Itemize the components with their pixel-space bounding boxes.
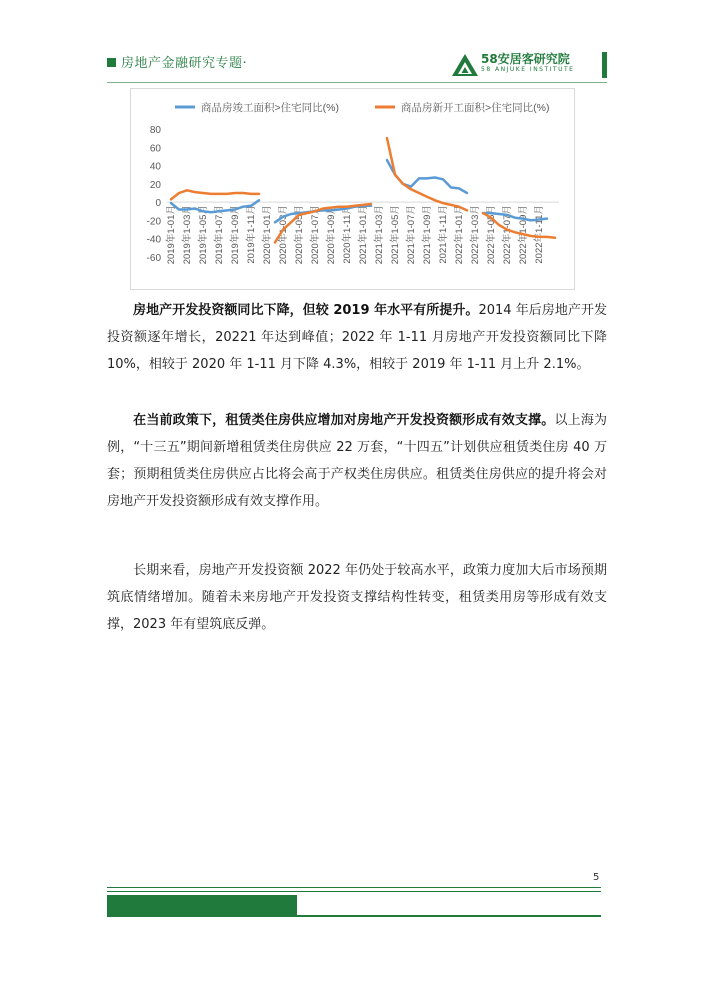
line-chart	[130, 88, 575, 290]
x-tick-label: 2019年1-03月	[182, 205, 193, 265]
page-number: 5	[593, 872, 600, 883]
x-tick-label: 2020年1-07月	[310, 205, 321, 265]
footer-line	[107, 891, 601, 892]
x-tick-label: 2022年1-03月	[470, 205, 481, 265]
x-tick-label: 2019年1-07月	[214, 205, 225, 265]
logo-text: 58安居客研究院	[481, 52, 570, 66]
chart-canvas	[131, 89, 574, 289]
header-accent-bar	[602, 52, 607, 78]
logo	[451, 50, 581, 80]
x-tick-label: 2022年1-09月	[518, 205, 529, 265]
header-divider	[107, 82, 607, 83]
page-header	[107, 50, 607, 80]
paragraph-heading: 房地产开发投资额同比下降，但较 2019 年水平有所提升。	[133, 303, 479, 318]
y-tick-label: 40	[149, 161, 161, 173]
paragraph-rental	[107, 407, 607, 515]
series-line	[387, 138, 467, 210]
x-tick-label: 2020年1-03月	[278, 205, 289, 265]
header-square-icon	[107, 58, 116, 67]
logo-triangle-icon	[451, 52, 479, 78]
y-tick-label: -40	[146, 234, 161, 246]
series-line	[387, 160, 467, 193]
x-tick-label: 2020年1-11月	[342, 205, 353, 264]
x-tick-label: 2020年1-01月	[262, 205, 273, 265]
x-tick-label: 2019年1-05月	[198, 205, 209, 265]
x-tick-label: 2019年1-09月	[230, 205, 241, 265]
y-tick-label: 80	[149, 125, 161, 136]
y-tick-label: 20	[149, 179, 161, 191]
x-tick-label: 2021年1-05月	[390, 205, 401, 265]
x-tick-label: 2021年1-03月	[374, 205, 385, 265]
paragraph-investment	[107, 297, 607, 378]
x-tick-label: 2019年1-01月	[166, 205, 177, 265]
x-tick-label: 2022年1-07月	[502, 205, 513, 265]
paragraph-heading: 在当前政策下，租赁类住房供应增加对房地产开发投资额形成有效支撑。	[133, 413, 555, 428]
footer-line	[107, 887, 601, 888]
footer-accent-bar	[107, 895, 297, 917]
header-title: 房地产金融研究专题·	[121, 56, 248, 71]
series-line	[275, 204, 371, 242]
y-tick-label: -20	[146, 216, 161, 228]
x-tick-label: 2021年1-07月	[406, 205, 417, 265]
footer-base-line	[297, 915, 601, 917]
legend-label: 商品房竣工面积>住宅同比(%)	[201, 102, 339, 114]
x-tick-label: 2022年1-05月	[486, 205, 497, 265]
paragraph-text: 以上海为例，“十三五”期间新增租赁类住房供应 22 万套，“十四五”计划供应租赁类住房 40 万套；预期租赁类住房供应占比将会高于产权类住房供应。租赁类住房供应的提升将会对房地产开发投资额形成有效支撑作用。	[107, 413, 607, 509]
x-tick-label: 2021年1-01月	[358, 205, 369, 265]
x-tick-label: 2022年1-11月	[534, 205, 545, 264]
x-tick-label: 2020年1-09月	[326, 205, 337, 265]
x-tick-label: 2019年1-11月	[246, 205, 257, 264]
series-line	[171, 190, 259, 199]
paragraph-outlook	[107, 557, 607, 638]
paragraph-text: 长期来看，房地产开发投资额 2022 年仍处于较高水平，政策力度加大后市场预期筑底情绪增加。随着未来房地产开发投资支撑结构性转变，租赁类用房等形成有效支撑，2023 年有望筑底反弹。	[107, 563, 607, 632]
x-tick-label: 2021年1-09月	[422, 205, 433, 265]
paragraph-text: 2014 年后房地产开发投资额逐年增长，20221 年达到峰值；2022 年 1-11 月房地产开发投资额同比下降 10%，相较于 2020 年 1-11 月下降 4.3%，相较于 2019 年 1-11 月上升 2.1%。	[107, 303, 607, 372]
legend-label: 商品房新开工面积>住宅同比(%)	[401, 102, 550, 114]
x-tick-label: 2020年1-05月	[294, 205, 305, 265]
y-tick-label: 60	[149, 143, 161, 155]
x-tick-label: 2022年1-01月	[454, 205, 465, 265]
x-tick-label: 2021年1-11月	[438, 205, 449, 264]
logo-subtext: 58 ANJUKE INSTITUTE	[481, 66, 575, 73]
y-tick-label: -60	[146, 253, 161, 264]
y-tick-label: 0	[155, 198, 161, 210]
